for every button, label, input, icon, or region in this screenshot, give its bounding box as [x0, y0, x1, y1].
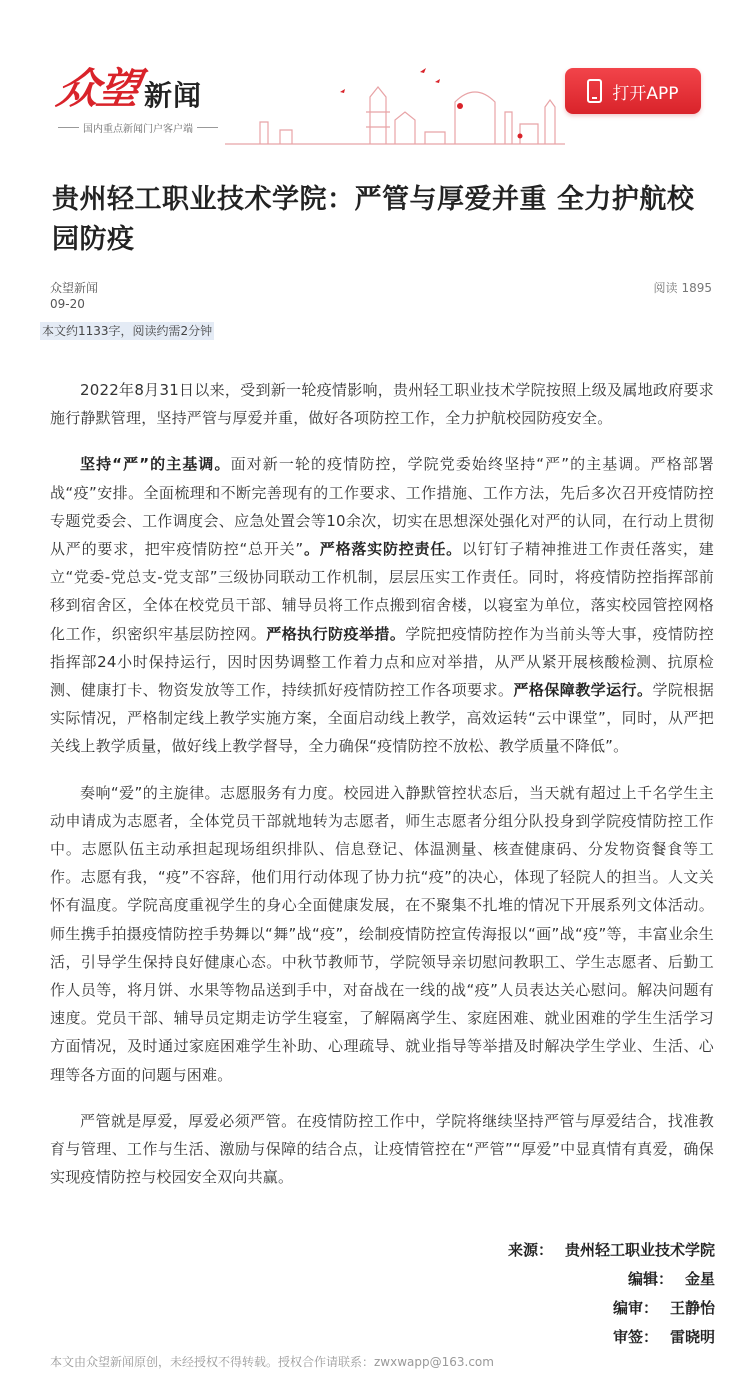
logo-text: 新闻 — [144, 79, 203, 112]
read-count — [649, 279, 712, 296]
article-paragraph — [50, 376, 714, 432]
credit-line — [508, 1236, 715, 1265]
credit-line — [508, 1294, 715, 1323]
article-paragraph — [50, 450, 714, 760]
article-paragraph — [50, 779, 714, 1089]
paragraph-text-run: 以钉钉子精神推进工作责任落实，建立“党委-党总支-党支部”三级协同联动工作机制，层层压实工作责任。同时，将疫情防控指挥部前移到宿舍区，全体在校党员干部、辅导员将工作点搬到宿舍楼，以寝室为单位，落实校园管控网格化工作，织密织牢基层防控网。 — [50, 540, 714, 643]
credit-value: 金星 — [684, 1270, 715, 1288]
paragraph-heading-run: 严格保障教学运行。 — [513, 681, 653, 700]
article-title: 贵州轻工职业技术学院：严管与厚爱并重 全力护航校园防疫 — [52, 184, 695, 255]
paragraph-text-run: 学院把疫情防控作为当前头等大事，疫情防控指挥部24小时保持运行，因时因势调整工作着力点和应对举措，从严从紧开展核酸检测、抗原检测、健康打卡、物资发放等工作，持续抓好疫情防控工作各项要求。 — [50, 624, 714, 700]
paragraph-text-run: 面对新一轮的疫情防控，学院党委始终坚持“严”的主基调。严格部署战“疫”安排。全面梳理和不断完善现有的工作要求、工作措施、工作方法，先后多次召开疫情防控专题党委会、工作调度会、应急处置会等10余次，切实在思想深处强化对严的认同，在行动上贯彻从严的要求，把牢疫情防控“总开关” — [50, 455, 715, 559]
city-skyline-illustration — [220, 52, 570, 152]
read-label: 阅读 — [653, 281, 678, 295]
credit-line — [508, 1265, 715, 1294]
paragraph-heading-run: 严格执行防疫举措。 — [266, 624, 406, 643]
open-app-button[interactable] — [565, 68, 701, 114]
credit-value: 王静怡 — [669, 1299, 715, 1317]
article-body — [50, 376, 714, 1209]
credit-value: 雷晓明 — [669, 1328, 715, 1346]
copyright-notice: 本文由众望新闻原创，未经授权不得转载。授权合作请联系：zwxwapp@163.com — [50, 1355, 494, 1369]
credit-label: 编辑： — [627, 1270, 673, 1288]
paragraph-text-run: 学院根据实际情况，严格制定线上教学实施方案，全面启动线上教学，高效运转“云中课堂”，同时，从严把关线上教学质量，做好线上教学督导，全力确保“疫情防控不放松、教学质量不降低”。 — [50, 681, 714, 756]
open-app-label: 打开APP — [612, 83, 679, 104]
paragraph-text-run: 奏响“爱”的主旋律。志愿服务有力度。校园进入静默管控状态后，当天就有超过上千名学生主动申请成为志愿者，全体党员干部就地转为志愿者，师生志愿者分组分队投身到学院疫情防控工作中。志愿队伍主动承担起现场组织排队、信息登记、体温测量、核查健康码、分发物资餐食等工作。志愿有我，“疫”不容辞，他们用行动体现了协力抗“疫”的决心，体现了轻院人的担当。人文关怀有温度。学院高度重视学生的身心全面健康发展，在不聚集不扎堆的情况下开展系列文体活动。师生携手拍摄疫情防控手势舞以“舞”战“疫”，绘制疫情防控宣传海报以“画”战“疫”等，丰富业余生活，引导学生保持良好健康心态。中秋节教师节，学院领导亲切慰问教职工、学生志愿者、后勤工作人员等，将月饼、水果等物品送到手中，对奋战在一线的战“疫”人员表达关心慰问。解决问题有速度。党员干部、辅导员定期走访学生寝室，了解隔离学生、家庭困难、就业困难的学生生活学习方面情况，及时通过家庭困难学生补助、心理疏导、就业指导等举措及时解决学生学业、生活、心理等各方面的问题与困难。 — [50, 783, 714, 1084]
credit-label: 编审： — [612, 1299, 658, 1317]
word-count-note: 本文约1133字，阅读约需2分钟 — [42, 324, 213, 338]
logo-slogan-text: 国内重点新闻门户客户端 — [83, 124, 193, 135]
paragraph-text-run: 2022年8月31日以来，受到新一轮疫情影响，贵州轻工职业技术学院按照上级及属地政府要求施行静默管理，坚持严管与厚爱并重，做好各项防控工作，全力护航校园防疫安全。 — [50, 381, 714, 428]
article-source: 众望新闻 — [50, 281, 99, 295]
credit-label: 来源： — [507, 1241, 553, 1259]
logo-mark: 众望 — [53, 64, 142, 113]
credit-value: 贵州轻工职业技术学院 — [564, 1241, 715, 1259]
read-number: 1895 — [681, 281, 712, 295]
zhongwang-news-logo[interactable] — [53, 56, 228, 136]
article-credits — [508, 1236, 715, 1352]
app-header — [0, 0, 748, 160]
credit-line — [508, 1323, 715, 1352]
phone-icon — [587, 79, 602, 103]
article-paragraph — [50, 1107, 714, 1192]
article-date: 09-20 — [50, 297, 85, 311]
paragraph-text-run: 严管就是厚爱，厚爱必须严管。在疫情防控工作中，学院将继续坚持严管与厚爱结合，找准教育与管理、工作与生活、激励与保障的结合点，让疫情管控在“严管”“厚爱”中显真情有真爱，确保实现疫情防控与校园安全双向共赢。 — [50, 1111, 714, 1187]
credit-label: 审签： — [612, 1328, 658, 1346]
logo-slogan — [58, 120, 218, 135]
paragraph-heading-run: 坚持“严”的主基调。 — [80, 455, 231, 474]
paragraph-heading-run: 。严格落实防控责任。 — [303, 540, 462, 559]
